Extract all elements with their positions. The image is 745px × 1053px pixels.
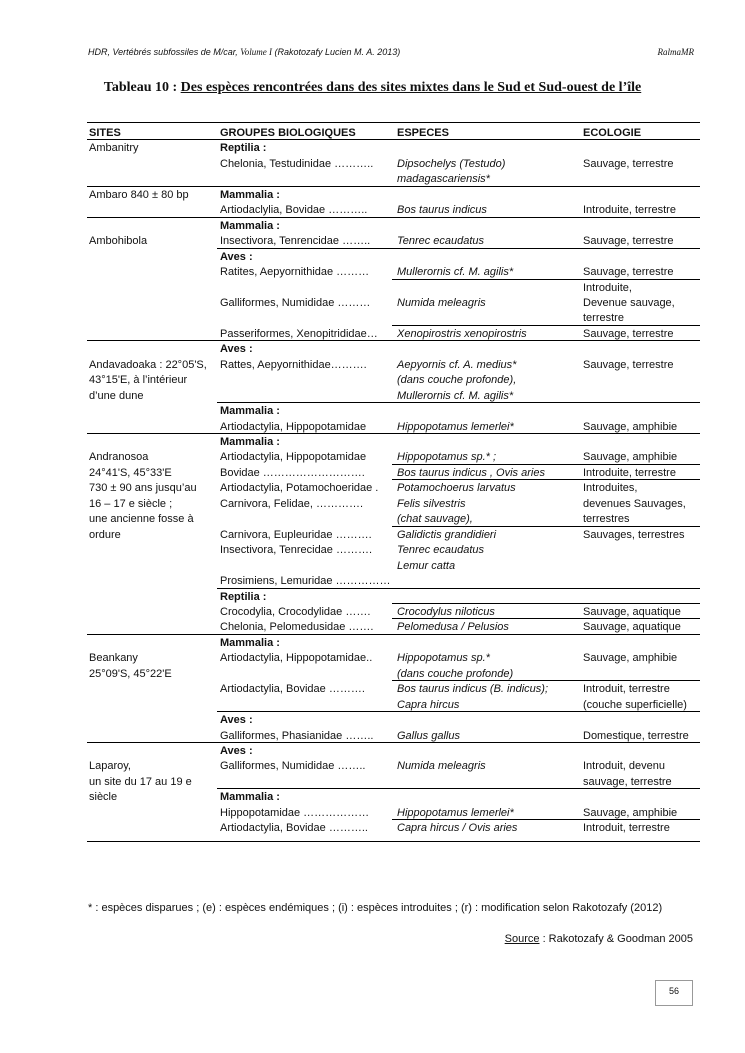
ecology-cell: Devenue sauvage,: [583, 296, 675, 309]
table-line: [87, 466, 700, 480]
table-line: [87, 311, 700, 325]
species-cell: Xenopirostris xenopirostris: [397, 327, 527, 340]
table-line: [87, 358, 700, 372]
table-rule: [392, 325, 700, 326]
table-rule: [87, 139, 700, 140]
table-line: [87, 281, 700, 295]
title-prefix: Tableau 10 :: [103, 80, 181, 95]
species-cell: Numida meleagris: [397, 760, 486, 773]
site-cell: Beankany: [89, 652, 138, 665]
group-cell: Carnivora, Eupleuridae ……….: [220, 528, 372, 541]
group-cell: Passeriformes, Xenopitrididae…: [220, 327, 378, 340]
column-header: ECOLOGIE: [583, 127, 642, 139]
header-left-a: HDR, Vertébrés subfossiles de M/car,: [88, 47, 241, 57]
species-cell: Hippopotamus lemerlei*: [397, 806, 514, 819]
species-cell: Felis silvestris: [397, 497, 466, 510]
ecology-cell: Domestique, terrestre: [583, 729, 689, 742]
table-line: [87, 389, 700, 403]
table-rule: [217, 588, 700, 589]
species-cell: Hippopotamus sp.*: [397, 652, 490, 665]
column-header: GROUPES BIOLOGIQUES: [220, 127, 356, 139]
site-cell: Ambanitry: [89, 142, 139, 155]
ecology-cell: Introduite, terrestre: [583, 466, 676, 479]
species-cell: Tenrec ecaudatus: [397, 235, 485, 248]
group-cell: Mammalia :: [220, 405, 280, 418]
table-rule: [392, 526, 700, 527]
ecology-cell: (couche superficielle): [583, 698, 687, 711]
table-line: [87, 713, 700, 727]
group-cell: Galliformes, Numididae ……..: [220, 760, 366, 773]
group-cell: Artiodactylia, Potamochoeridae .: [220, 482, 379, 495]
group-cell: Artiodaclylia, Bovidae ………..: [220, 204, 368, 217]
site-cell: 25°09'S, 45°22'E: [89, 667, 172, 680]
ecology-cell: devenues Sauvages,: [583, 497, 686, 510]
table-rule: [392, 680, 700, 681]
group-cell: Galliformes, Numididae ………: [220, 296, 371, 309]
ecology-cell: Sauvage, amphibie: [583, 451, 678, 464]
table-line: [87, 698, 700, 712]
species-table: [87, 122, 700, 842]
site-cell: un site du 17 au 19 e: [89, 775, 192, 788]
table-line: [87, 574, 700, 588]
species-cell: Bos taurus indicus: [397, 204, 487, 217]
group-cell: Carnivora, Felidae, ………….: [220, 497, 364, 510]
species-cell: Capra hircus / Ovis aries: [397, 822, 518, 835]
species-cell: Bos taurus indicus , Ovis aries: [397, 466, 545, 479]
group-cell: Artiodactylia, Bovidae ……….: [220, 683, 365, 696]
table-line: [87, 497, 700, 511]
table-line: [87, 435, 700, 449]
table-line: [87, 605, 700, 619]
header-left-b: (Rakotozafy Lucien M. A. 2013): [271, 47, 401, 57]
site-cell: Laparoy,: [89, 760, 131, 773]
group-cell: Artiodactylia, Bovidae ………..: [220, 822, 368, 835]
table-rule: [392, 279, 700, 280]
site-cell: Andavadoaka : 22°05'S,: [89, 358, 207, 371]
species-cell: (dans couche profonde): [397, 667, 514, 680]
table-line: [87, 651, 700, 665]
species-cell: Hippopotamus sp.* ;: [397, 451, 497, 464]
table-rule: [87, 433, 700, 434]
group-cell: Aves :: [220, 250, 253, 263]
table-rule: [392, 819, 700, 820]
group-cell: Hippopotamidae ………………: [220, 806, 370, 819]
group-cell: Chelonia, Pelomedusidae …….: [220, 621, 374, 634]
table-line: [87, 759, 700, 773]
table-line: [87, 620, 700, 634]
table-line: [87, 775, 700, 789]
table-line: [87, 203, 700, 217]
site-cell: 43°15'E, à l’intérieur: [89, 374, 188, 387]
table-line: [87, 219, 700, 233]
species-cell: Bos taurus indicus (B. indicus);: [397, 683, 549, 696]
table-line: [87, 450, 700, 464]
table-line: [87, 172, 700, 186]
table-line: [87, 327, 700, 341]
table-line: [87, 636, 700, 650]
table-line: [87, 543, 700, 557]
ecology-cell: Sauvage, terrestre: [583, 327, 674, 340]
table-title: [0, 80, 745, 96]
table-line: [87, 790, 700, 804]
site-cell: Andranosoa: [89, 451, 149, 464]
species-cell: Gallus gallus: [397, 729, 460, 742]
ecology-cell: Sauvage, aquatique: [583, 621, 681, 634]
table-rule: [392, 479, 700, 480]
group-cell: Mammalia :: [220, 436, 280, 448]
page-number: 56: [655, 980, 693, 1006]
species-cell: Aepyornis cf. A. medius*: [397, 358, 517, 371]
table-line: [87, 512, 700, 526]
group-cell: Reptilia :: [220, 142, 267, 155]
species-cell: Mullerornis cf. M. agilis*: [397, 266, 514, 279]
header-right: RalmaMR: [657, 47, 694, 57]
site-cell: Ambohibola: [89, 235, 148, 248]
site-cell: 16 – 17 e siècle ;: [89, 497, 173, 510]
table-line: [87, 559, 700, 573]
ecology-cell: Sauvage, amphibie: [583, 652, 678, 665]
table-line: [87, 157, 700, 171]
table-rule: [87, 340, 700, 341]
table-rule: [392, 618, 700, 619]
table-line: [87, 729, 700, 743]
group-cell: Crocodylia, Crocodylidae …….: [220, 605, 371, 618]
group-cell: Aves :: [220, 343, 253, 356]
group-cell: Artiodactylia, Hippopotamidae: [220, 451, 367, 464]
table-line: [87, 821, 700, 835]
table-line: [87, 404, 700, 418]
species-cell: (chat sauvage),: [397, 513, 473, 526]
ecology-cell: Sauvage, amphibie: [583, 420, 678, 433]
ecology-cell: Introduite,: [583, 281, 632, 294]
group-cell: Prosimiens, Lemuridae ……………: [220, 575, 391, 588]
table-line: [87, 265, 700, 279]
group-cell: Mammalia :: [220, 791, 280, 804]
site-cell: une ancienne fosse à: [89, 513, 194, 526]
ecology-cell: Sauvage, terrestre: [583, 157, 674, 170]
page-header: [88, 47, 694, 57]
ecology-cell: Introduite, terrestre: [583, 204, 676, 217]
table-rule: [87, 186, 700, 187]
ecology-cell: Introduit, terrestre: [583, 683, 670, 696]
species-cell: Tenrec ecaudatus: [397, 544, 485, 557]
ecology-cell: Sauvage, terrestre: [583, 358, 674, 371]
table-line: [87, 682, 700, 696]
species-cell: Galidictis grandidieri: [397, 528, 497, 541]
table-line: [87, 250, 700, 264]
group-cell: Galliformes, Phasianidae ……..: [220, 729, 374, 742]
group-cell: Chelonia, Testudinidae ………..: [220, 157, 374, 170]
group-cell: Insectivora, Tenrencidae ……..: [220, 235, 371, 248]
table-rule: [217, 711, 700, 712]
ecology-cell: Sauvages, terrestres: [583, 528, 685, 541]
group-cell: Insectivora, Tenrecidae ……….: [220, 544, 373, 557]
site-cell: d’une dune: [89, 389, 144, 402]
species-cell: Potamochoerus larvatus: [397, 482, 516, 495]
site-cell: 730 ± 90 ans jusqu’au: [89, 482, 197, 495]
source-label: Source: [504, 933, 540, 945]
group-cell: Reptilia :: [220, 590, 267, 603]
source-line: [505, 933, 693, 945]
table-line: [87, 296, 700, 310]
footnote: * : espèces disparues ; (e) : espèces endémiques ; (i) : espèces introduites ; (r) : modification selon Rakotozafy (2012): [88, 902, 663, 914]
group-cell: Mammalia :: [220, 636, 280, 649]
site-cell: Ambaro 840 ± 80 bp: [89, 188, 189, 201]
group-cell: Artiodactylia, Hippopotamidae: [220, 420, 367, 433]
group-cell: Aves :: [220, 745, 253, 757]
species-cell: Mullerornis cf. M. agilis*: [397, 389, 514, 402]
site-cell: 24°41'S, 45°33'E: [89, 466, 172, 479]
column-header: SITES: [89, 127, 121, 139]
ecology-cell: Sauvage, aquatique: [583, 605, 681, 618]
table-line: [87, 481, 700, 495]
species-cell: Hippopotamus lemerlei*: [397, 420, 514, 433]
table-line: [87, 188, 700, 202]
ecology-cell: sauvage, terrestre: [583, 775, 672, 788]
table-rule: [217, 248, 700, 249]
species-cell: Dipsochelys (Testudo): [397, 157, 506, 170]
group-cell: Aves :: [220, 714, 253, 727]
table-line: [87, 234, 700, 248]
species-cell: Lemur catta: [397, 559, 456, 572]
ecology-cell: Introduit, devenu: [583, 760, 665, 773]
table-line: [87, 667, 700, 681]
site-cell: siècle: [89, 791, 118, 804]
header-volume: Volume I: [240, 47, 272, 57]
table-rule: [87, 217, 700, 218]
table-rule: [87, 742, 700, 743]
ecology-cell: Introduites,: [583, 482, 638, 495]
table-line: [87, 528, 700, 542]
species-cell: (dans couche profonde),: [397, 374, 517, 387]
table-header-row: [87, 126, 700, 140]
table-rule: [87, 634, 700, 635]
ecology-cell: Introduit, terrestre: [583, 822, 670, 835]
table-line: [87, 806, 700, 820]
column-header: ESPECES: [397, 127, 449, 139]
species-cell: Crocodylus niloticus: [397, 605, 495, 618]
title-text: Des espèces rencontrées dans des sites mixtes dans le Sud et Sud-ouest de l’île: [180, 80, 642, 95]
group-cell: Mammalia :: [220, 219, 280, 232]
species-cell: madagascariensis*: [397, 173, 490, 186]
ecology-cell: terrestre: [583, 312, 624, 325]
group-cell: Mammalia :: [220, 188, 280, 201]
table-rule: [392, 464, 700, 465]
ecology-cell: Sauvage, terrestre: [583, 266, 674, 279]
table-line: [87, 590, 700, 604]
group-cell: Ratites, Aepyornithidae ………: [220, 266, 370, 279]
group-cell: Rattes, Aepyornithidae……….: [220, 358, 367, 371]
group-cell: Artiodactylia, Hippopotamidae..: [220, 652, 373, 665]
ecology-cell: Sauvage, amphibie: [583, 806, 678, 819]
table-rule: [217, 788, 700, 789]
source-text: : Rakotozafy & Goodman 2005: [539, 933, 693, 945]
site-cell: ordure: [89, 528, 121, 541]
species-cell: Pelomedusa / Pelusios: [397, 621, 509, 634]
ecology-cell: Sauvage, terrestre: [583, 235, 674, 248]
table-line: [87, 141, 700, 155]
table-line: [87, 373, 700, 387]
table-line: [87, 744, 700, 758]
group-cell: Bovidae ……………………….: [220, 466, 365, 479]
ecology-cell: terrestres: [583, 513, 630, 526]
table-line: [87, 420, 700, 434]
species-cell: Capra hircus: [397, 698, 460, 711]
table-line: [87, 342, 700, 356]
table-rule: [392, 603, 700, 604]
table-rule: [217, 402, 700, 403]
species-cell: Numida meleagris: [397, 296, 486, 309]
